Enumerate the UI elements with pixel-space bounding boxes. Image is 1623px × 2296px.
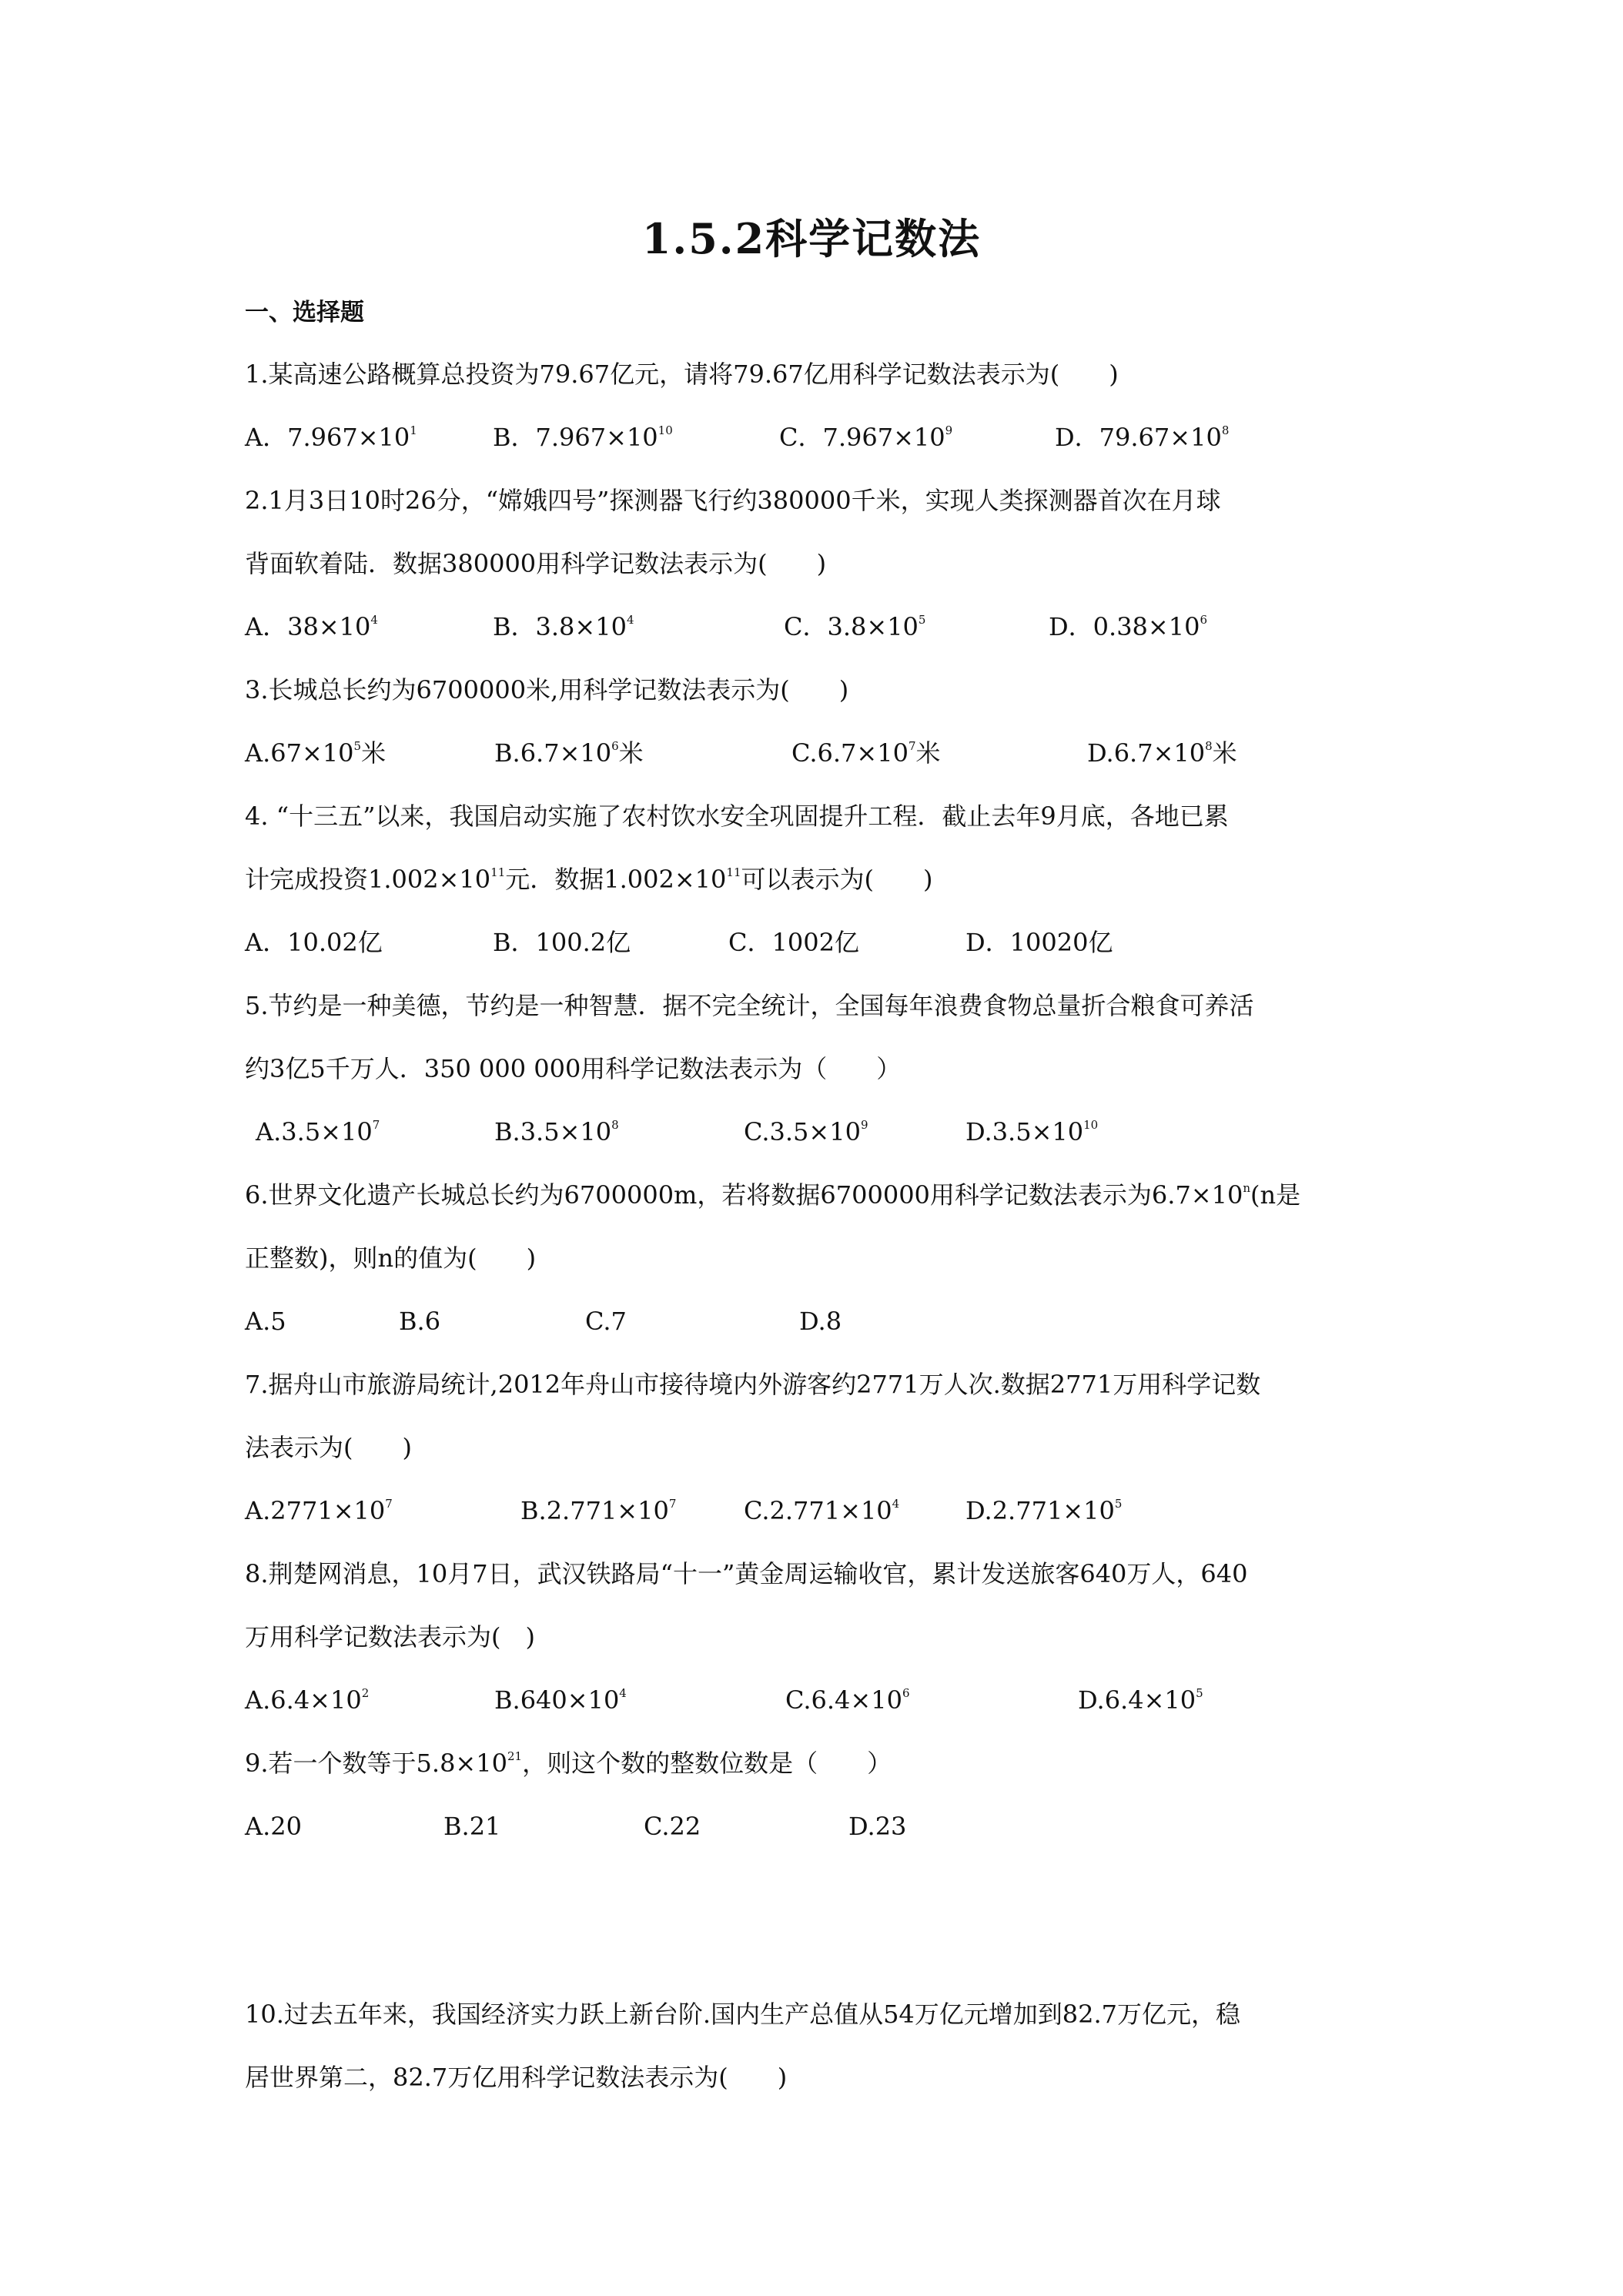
question-4-option-b[interactable]: B．100.2亿 <box>493 928 631 957</box>
question-4-option-a[interactable]: A．10.02亿 <box>245 928 383 957</box>
question-3-option-d[interactable]: $D.6.7\times 10^8$米 <box>1087 738 1237 768</box>
question-6-stem-line-2: 正整数)，则n的值为( ) <box>245 1243 537 1273</box>
question-3-option-c[interactable]: $C.6.7\times 10^7$米 <box>791 738 941 768</box>
question-5-option-c[interactable]: $C.3.5\times 10^9$ <box>744 1117 868 1146</box>
question-8-option-d[interactable]: $D.6.4\times 10^5$ <box>1078 1685 1203 1715</box>
question-7-option-d[interactable]: $D.2.771\times 10^5$ <box>965 1496 1123 1525</box>
question-6-option-d[interactable]: D.8 <box>799 1307 842 1336</box>
question-9-option-b[interactable]: B.21 <box>443 1812 501 1841</box>
question-1-option-b[interactable]: B．$7.967\times 10^{10}$ <box>493 423 673 452</box>
question-1-option-d[interactable]: D．$79.67\times 10^8$ <box>1055 423 1230 452</box>
question-8-stem-line-1: 8.荆楚网消息，10月7日，武汉铁路局“十一”黄金周运输收官，累计发送旅客640万人，640 <box>245 1559 1248 1588</box>
question-10-stem-line-2: 居世界第二，82.7万亿用科学记数法表示为( ) <box>245 2063 788 2092</box>
question-4-option-c[interactable]: C．1002亿 <box>728 928 859 957</box>
question-2-option-d[interactable]: D．$0.38\times 10^6$ <box>1049 612 1207 641</box>
question-9-option-a[interactable]: A.20 <box>245 1812 302 1841</box>
question-4-stem-line-1: 4. “十三五”以来，我国启动实施了农村饮水安全巩固提升工程．截止去年9月底，各地已累 <box>245 802 1229 831</box>
question-9-option-c[interactable]: C.22 <box>644 1812 701 1841</box>
question-3-option-a[interactable]: $A.67\times 10^5$米 <box>245 738 387 768</box>
question-6-option-a[interactable]: A.5 <box>245 1307 286 1336</box>
question-7-option-c[interactable]: $C.2.771\times 10^4$ <box>744 1496 900 1525</box>
question-6-option-c[interactable]: C.7 <box>585 1307 627 1336</box>
question-7-option-a[interactable]: $A.2771\times 10^7$ <box>245 1496 393 1525</box>
question-7-option-b[interactable]: $B.2.771\times 10^7$ <box>520 1496 677 1525</box>
question-5-option-b[interactable]: $B.3.5\times 10^8$ <box>494 1117 619 1146</box>
question-8-option-c[interactable]: $C.6.4\times 10^6$ <box>785 1685 910 1715</box>
question-3-stem: 3.长城总长约为6700000米,用科学记数法表示为( ) <box>245 675 849 705</box>
question-8-option-b[interactable]: $B.640\times 10^4$ <box>494 1685 627 1715</box>
question-2-option-b[interactable]: B．$3.8\times 10^4$ <box>493 612 634 641</box>
question-2-option-c[interactable]: C．$3.8\times 10^5$ <box>784 612 926 641</box>
question-2-option-a[interactable]: A．$38\times 10^4$ <box>245 612 378 641</box>
question-7-stem-line-2: 法表示为( ) <box>245 1433 412 1462</box>
question-5-option-a[interactable]: $A.3.5\times 10^7$ <box>256 1117 380 1146</box>
question-4-stem-line-2: 计完成投资$1.002\times 10^{11}$元．数据$1.002\times 10^{11}$可以表示为( ) <box>245 865 933 894</box>
question-5-stem-line-2: 约3亿5千万人．350 000 000用科学记数法表示为（ ） <box>245 1054 902 1083</box>
question-4-option-d[interactable]: D．10020亿 <box>965 928 1113 957</box>
question-1-option-a[interactable]: A．$7.967\times 10^1$ <box>245 423 417 452</box>
question-9-stem: 9.若一个数等于$5.8\times 10^{21}$，则这个数的整数位数是（ ） <box>245 1749 892 1778</box>
question-6-option-b[interactable]: B.6 <box>399 1307 441 1336</box>
question-10-stem-line-1: 10.过去五年来，我国经济实力跃上新台阶.国内生产总值从54万亿元增加到82.7万亿元，稳 <box>245 2000 1241 2029</box>
question-7-stem-line-1: 7.据舟山市旅游局统计,2012年舟山市接待境内外游客约2771万人次.数据2771万用科学记数 <box>245 1370 1261 1399</box>
question-2-stem-line-1: 2.1月3日10时26分，“嫦娥四号”探测器飞行约380000千米，实现人类探测器首次在月球 <box>245 486 1221 515</box>
question-9-option-d[interactable]: D.23 <box>848 1812 907 1841</box>
question-3-option-b[interactable]: $B.6.7\times 10^6$米 <box>494 738 644 768</box>
question-6-stem-line-1: 6.世界文化遗产长城总长约为6700000m，若将数据6700000用科学记数法表示为$6.7\times 10^n(n$是 <box>245 1180 1301 1210</box>
question-1-stem: 1.某高速公路概算总投资为79.67亿元，请将79.67亿用科学记数法表示为( ) <box>245 360 1119 389</box>
question-8-stem-line-2: 万用科学记数法表示为( ) <box>245 1622 535 1652</box>
question-8-option-a[interactable]: $A.6.4\times 10^2$ <box>245 1685 370 1715</box>
question-5-stem-line-1: 5.节约是一种美德，节约是一种智慧．据不完全统计，全国每年浪费食物总量折合粮食可养活 <box>245 991 1254 1020</box>
section-heading: 一、选择题 <box>245 299 364 326</box>
question-5-option-d[interactable]: $D.3.5\times 10^{10}$ <box>965 1117 1099 1146</box>
question-2-stem-line-2: 背面软着陆．数据380000用科学记数法表示为( ) <box>245 549 827 578</box>
page-title: 1.5.2科学记数法 <box>641 214 982 263</box>
question-1-option-c[interactable]: C．$7.967\times 10^9$ <box>779 423 953 452</box>
